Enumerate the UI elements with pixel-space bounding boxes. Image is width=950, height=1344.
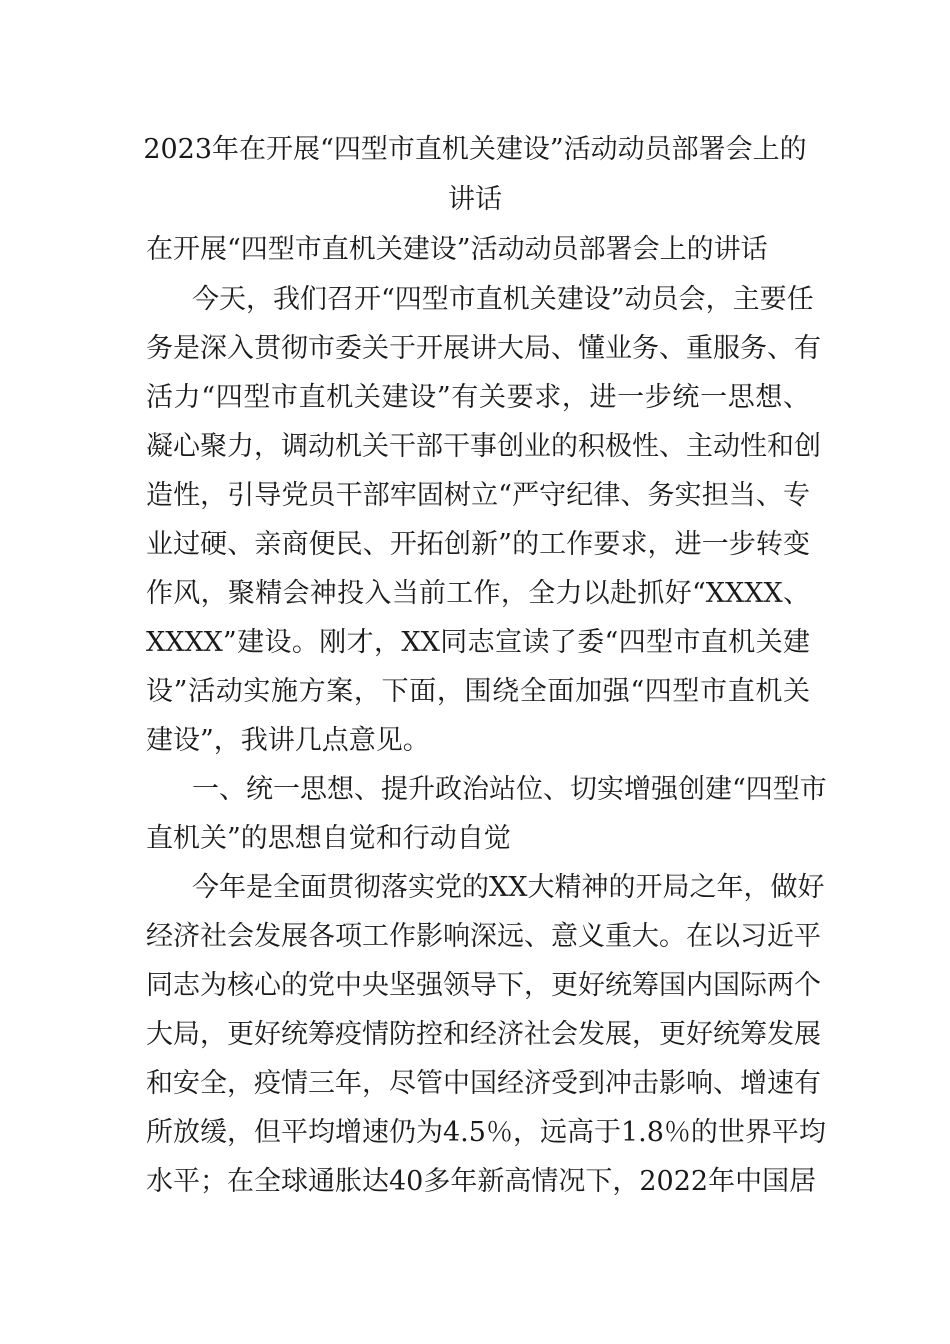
paragraph-2-line: 和安全，疫情三年，尽管中国经济受到冲击影响、增速有 bbox=[146, 1068, 821, 1099]
section-heading-line: 一、统一思想、提升政治站位、切实增强创建“四型市 bbox=[192, 774, 827, 805]
paragraph-2-line: 经济社会发展各项工作影响深远、意义重大。在以习近平 bbox=[146, 921, 821, 952]
paragraph-1-line: 作风，聚精会神投入当前工作，全力以赴抓好“XXXX、 bbox=[146, 578, 810, 609]
paragraph-2-line: 水平；在全球通胀达40多年新高情况下，2022年中国居 bbox=[146, 1166, 817, 1197]
paragraph-1-line: XXXX”建设。刚才，XX同志宣读了委“四型市直机关建 bbox=[146, 627, 810, 658]
document-subtitle: 在开展“四型市直机关建设”活动动员部署会上的讲话 bbox=[146, 234, 768, 265]
paragraph-1-line: 造性，引导党员干部牢固树立“严守纪律、务实担当、专 bbox=[146, 480, 810, 511]
paragraph-2-line: 大局，更好统筹疫情防控和经济社会发展，更好统筹发展 bbox=[146, 1019, 821, 1050]
document-title-line-1: 2023年在开展“四型市直机关建设”活动动员部署会上的 bbox=[143, 134, 807, 165]
paragraph-1-line: 建设”，我讲几点意见。 bbox=[146, 725, 430, 756]
paragraph-1-line: 务是深入贯彻市委关于开展讲大局、懂业务、重服务、有 bbox=[146, 333, 821, 364]
paragraph-1-line: 设”活动实施方案，下面，围绕全面加强“四型市直机关 bbox=[146, 676, 810, 707]
paragraph-2-line: 同志为核心的党中央坚强领导下，更好统筹国内国际两个 bbox=[146, 970, 821, 1001]
paragraph-1-line: 今天，我们召开“四型市直机关建设”动员会，主要任 bbox=[192, 284, 814, 315]
paragraph-1-line: 凝心聚力，调动机关干部干事创业的积极性、主动性和创 bbox=[146, 431, 821, 462]
paragraph-1-line: 业过硬、亲商便民、开拓创新”的工作要求，进一步转变 bbox=[146, 529, 810, 560]
paragraph-2-line: 所放缓，但平均增速仍为4.5％，远高于1.8％的世界平均 bbox=[146, 1117, 826, 1148]
section-heading-line: 直机关”的思想自觉和行动自觉 bbox=[146, 823, 511, 854]
document-title-line-2: 讲话 bbox=[448, 184, 502, 215]
paragraph-2-line: 今年是全面贯彻落实党的XX大精神的开局之年，做好 bbox=[192, 872, 825, 903]
paragraph-1-line: 活力“四型市直机关建设”有关要求，进一步统一思想、 bbox=[146, 382, 810, 413]
